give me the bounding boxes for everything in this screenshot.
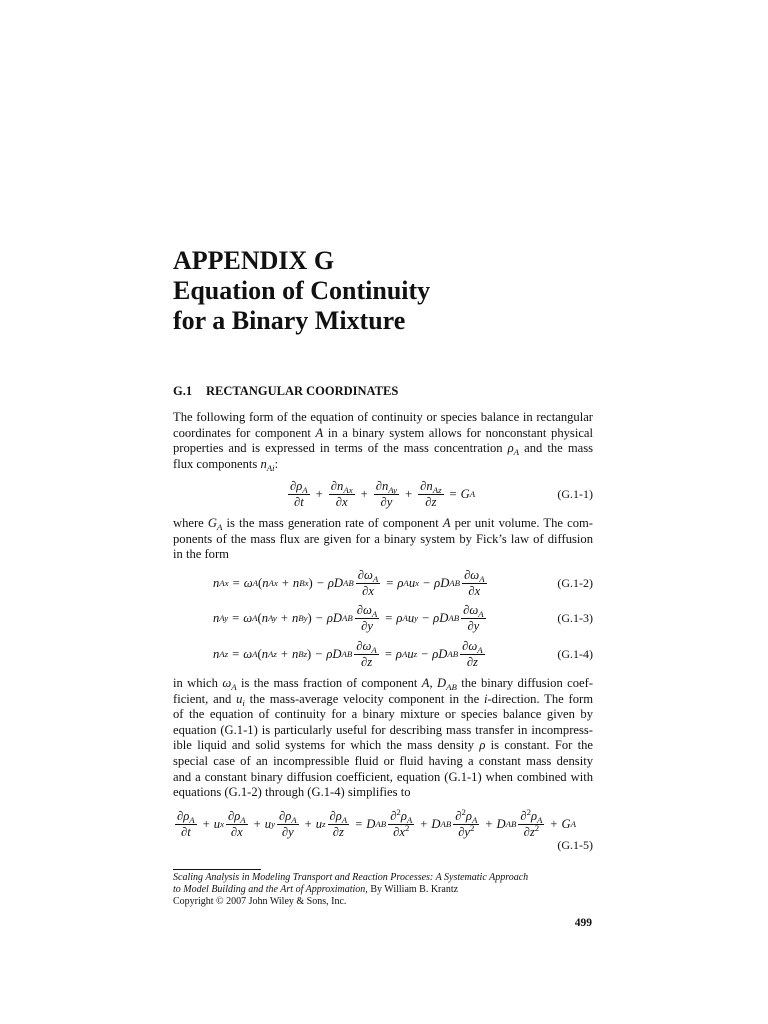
fraction: $\frac{\partial\omega_A}{\partial y}$ [463, 602, 484, 633]
fraction: $\frac{\partial\omega_A}{\partial x}$ [464, 567, 485, 598]
fraction: $\frac{\partial n_{Ay}}{\partial y}$ [375, 478, 398, 509]
paragraph-simplification [173, 676, 593, 801]
paragraph-line: special case of an incompressible fluid or fluid having a constant mass density [173, 753, 593, 768]
paragraph-ficks-law [173, 516, 593, 563]
fraction: $\frac{\partial\omega_A}{\partial y}$ [356, 602, 378, 633]
section-heading [173, 384, 398, 399]
fraction: $\frac{\partial n_{Az}}{\partial z}$ [420, 478, 442, 509]
equation-g1-3 [173, 598, 593, 638]
equation-g1-5 [173, 804, 593, 844]
equation-g1-2 [173, 563, 593, 603]
footnote-rule [173, 869, 261, 870]
fraction: $\frac{\partial\rho_A}{\partial t}$ [290, 478, 308, 509]
fraction: $\frac{\partial^2\rho_A}{\partial z^2}$ [520, 806, 543, 839]
paragraph-line: flux components $n_{Ai}$: [173, 456, 279, 473]
equation-body: $\frac{\partial\rho_A}{\partial t}$ + u x $\frac{\partial\rho_A}{\partial x}$ + u y $\frac{\partial\rho_A}{\partial y}$ + u z $\frac{\partial\rho_A}{\partial z}$ = D AB $\frac{\partial^2\rho_A}{\partial x^2}$ + D AB $\frac{\partial^2\rho_A}{\partial y^2}$ + D AB $\frac{\partial^2\rho_A}{\partial z^2}$ + G A [177, 806, 577, 839]
paragraph-line: ponents of the mass flux are given for a binary system by Fick’s law of diffusion [173, 531, 593, 546]
fraction: $\frac{\partial n_{Ax}}{\partial x}$ [330, 478, 353, 509]
chapter-title-line-2: Equation of Continuity [173, 276, 431, 305]
paragraph-line: of the equation of continuity for a binary mixture or species balance given by [173, 707, 593, 722]
book-title-line-1: Scaling Analysis in Modeling Transport and Reaction Processes: A Systematic Approach [173, 872, 529, 883]
page-number: 499 [574, 917, 592, 929]
copyright-footnote [173, 872, 528, 908]
paragraph-line: in which $\omega_A$ is the mass fraction of component A, $D_{AB}$ the binary diffusion coef- [173, 676, 594, 692]
fraction: $\frac{\partial\omega_A}{\partial z}$ [356, 638, 377, 669]
equation-number: (G.1-1) [557, 486, 593, 501]
equation-number-g1-5: (G.1-5) [557, 838, 593, 852]
equation-g1-1 [173, 474, 593, 514]
fraction: $\frac{\partial\omega_A}{\partial x}$ [357, 567, 379, 598]
paragraph-line: where $G_A$ is the mass generation rate of component A per unit volume. The com- [173, 516, 593, 532]
paragraph-line: The following form of the equation of continuity or species balance in rectangular [173, 410, 593, 424]
fraction: $\frac{\partial\rho_A}{\partial z}$ [329, 808, 348, 839]
equation-body: n Ax = ω A ( n Ax + n Bx ) − ρ D AB $\frac{\partial\omega_A}{\partial x}$ = ρ A u x − ρ D AB $\frac{\partial\omega_A}{\partial x}$ [213, 567, 485, 598]
equation-g1-4 [173, 634, 593, 674]
paragraph-line: in the form [173, 547, 229, 562]
fraction: $\frac{\partial^2\rho_A}{\partial y^2}$ [455, 806, 478, 839]
fraction: $\frac{\partial\rho_A}{\partial t}$ [177, 808, 195, 839]
paragraph-line: properties and is expressed in terms of the mass concentration $\rho_A$ and the mass [173, 441, 594, 458]
chapter-title [173, 246, 430, 336]
fraction: $\frac{\partial\rho_A}{\partial y}$ [279, 808, 297, 839]
copyright-line: Copyright © 2007 John Wiley & Sons, Inc. [173, 896, 347, 907]
paragraph-line: ible liquid and solid systems for which the mass density ρ is constant. For the [173, 738, 594, 753]
equation-number: (G.1-2) [557, 575, 593, 590]
equation-number: (G.1-4) [557, 646, 593, 661]
paragraph-line: equation (G.1-1) is particularly useful for describing mass transfer in incompress- [173, 722, 593, 737]
fraction: $\frac{\partial^2\rho_A}{\partial x^2}$ [390, 806, 413, 839]
equation-body: $\frac{\partial\rho_A}{\partial t}$ + $\frac{\partial n_{Ax}}{\partial x}$ + $\frac{\partial n_{Ay}}{\partial y}$ + $\frac{\partial n_{Az}}{\partial z}$ = G A [290, 478, 476, 509]
fraction: $\frac{\partial\rho_A}{\partial x}$ [228, 808, 246, 839]
section-number: G.1 [173, 384, 193, 398]
paragraph-intro [173, 410, 593, 472]
paragraph-line: and a constant binary diffusion coefficient, equation (G.1-1) when combined with [173, 769, 593, 784]
chapter-title-line-1: APPENDIX G [173, 246, 335, 275]
section-title: RECTANGULAR COORDINATES [206, 384, 399, 398]
book-title-line-2: to Model Building and the Art of Approximation, By William B. Krantz [173, 884, 459, 895]
paragraph-line: ficient, and $u_i$ the mass-average velocity component in the i-direction. The form [173, 691, 593, 708]
equation-body: n Ay = ω A ( n Ay + n By ) − ρ D AB $\frac{\partial\omega_A}{\partial y}$ = ρ A u y − ρ D AB $\frac{\partial\omega_A}{\partial y}$ [213, 602, 484, 633]
paragraph-line: coordinates for component A in a binary system allows for nonconstant physical [173, 425, 594, 440]
chapter-title-line-3: for a Binary Mixture [173, 306, 406, 335]
equation-body: n Az = ω A ( n Az + n Bz ) − ρ D AB $\frac{\partial\omega_A}{\partial z}$ = ρ A u z − ρ D AB $\frac{\partial\omega_A}{\partial z}$ [213, 638, 483, 669]
paragraph-line: equations (G.1-2) through (G.1-4) simplifies to [173, 785, 411, 800]
equation-number: (G.1-3) [557, 610, 593, 625]
fraction: $\frac{\partial\omega_A}{\partial z}$ [462, 638, 483, 669]
